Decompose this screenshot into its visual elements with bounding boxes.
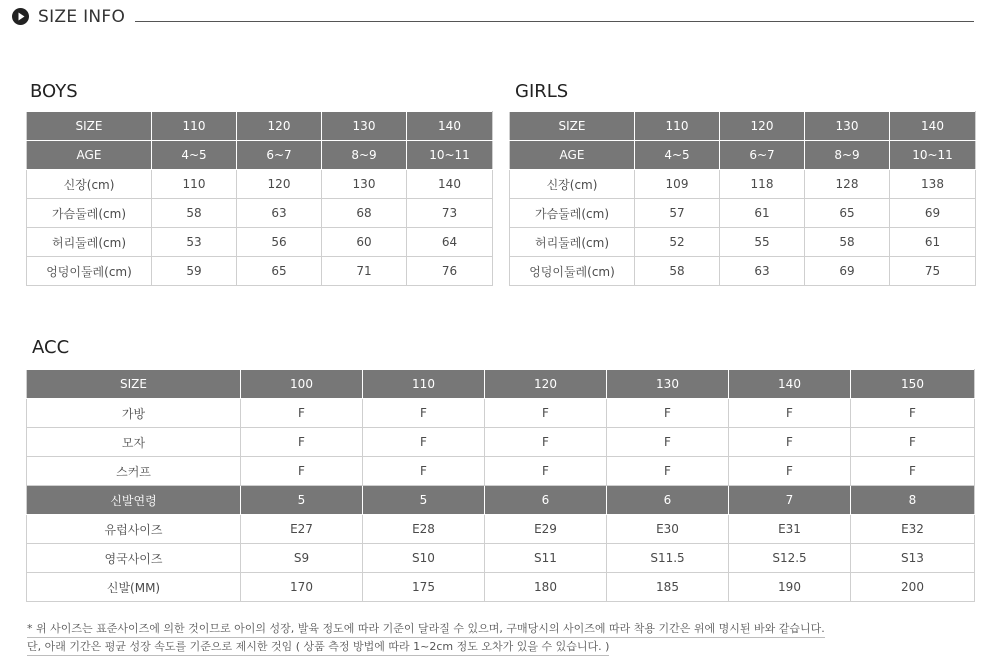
row-label: 허리둘레(cm) (27, 228, 152, 257)
table-cell: S10 (363, 544, 485, 573)
play-circle-icon (12, 8, 29, 25)
row-label: SIZE (510, 112, 635, 141)
table-cell: 128 (805, 170, 890, 199)
table-cell: 6~7 (720, 141, 805, 170)
row-label: 신장(cm) (27, 170, 152, 199)
table-cell: S9 (241, 544, 363, 573)
table-cell: 6 (607, 486, 729, 515)
table-cell: S11.5 (607, 544, 729, 573)
size-note-2: 단, 아래 기간은 평균 성장 속도를 기준으로 제시한 것임 ( 상품 측정 방법에 따라 1~2cm 정도 오차가 있을 수 있습니다. ) (27, 638, 609, 656)
table-cell: 120 (237, 112, 322, 141)
table-row (27, 457, 975, 486)
section-heading: SIZE INFO (38, 7, 126, 27)
table-cell: 110 (152, 170, 237, 199)
table-cell: E30 (607, 515, 729, 544)
table-cell: F (485, 428, 607, 457)
table-cell: F (485, 457, 607, 486)
table-cell: 100 (241, 370, 363, 399)
table-cell: 200 (851, 573, 975, 602)
row-label: 엉덩이둘레(cm) (27, 257, 152, 286)
table-cell: 140 (890, 112, 976, 141)
table-cell: 130 (322, 170, 407, 199)
table-cell: S13 (851, 544, 975, 573)
table-cell: F (729, 399, 851, 428)
girls-title: GIRLS (515, 81, 569, 102)
row-label: AGE (27, 141, 152, 170)
table-cell: 10~11 (890, 141, 976, 170)
table-cell: 120 (237, 170, 322, 199)
table-row (27, 257, 493, 286)
table-cell: F (851, 457, 975, 486)
table-cell: 8~9 (805, 141, 890, 170)
table-row (27, 228, 493, 257)
boys-title: BOYS (30, 81, 78, 102)
table-cell: F (363, 399, 485, 428)
table-cell: 69 (805, 257, 890, 286)
table-cell: 75 (890, 257, 976, 286)
table-cell: F (363, 457, 485, 486)
size-notes (27, 620, 825, 656)
table-cell: 53 (152, 228, 237, 257)
row-label: 신발연령 (27, 486, 241, 515)
size-info-header (12, 6, 974, 28)
table-cell: 5 (363, 486, 485, 515)
table-cell: 7 (729, 486, 851, 515)
table-cell: 65 (805, 199, 890, 228)
row-label: 영국사이즈 (27, 544, 241, 573)
table-cell: 8 (851, 486, 975, 515)
table-cell: 73 (407, 199, 493, 228)
size-note-1: * 위 사이즈는 표준사이즈에 의한 것이므로 아이의 성장, 발육 정도에 따라 기준이 달라질 수 있으며, 구매당시의 사이즈에 따라 착용 기간은 위에 명시된 바와 같습니다. (27, 620, 825, 638)
table-cell: S11 (485, 544, 607, 573)
row-label: 모자 (27, 428, 241, 457)
table-cell: 60 (322, 228, 407, 257)
table-cell: 110 (152, 112, 237, 141)
row-label: SIZE (27, 112, 152, 141)
table-cell: 180 (485, 573, 607, 602)
table-cell: 64 (407, 228, 493, 257)
table-cell: 138 (890, 170, 976, 199)
table-cell: 58 (635, 257, 720, 286)
table-cell: 6 (485, 486, 607, 515)
header-row (27, 370, 975, 399)
table-row (510, 257, 976, 286)
row-label: 스커프 (27, 457, 241, 486)
table-cell: F (851, 428, 975, 457)
table-cell: 130 (607, 370, 729, 399)
table-cell: 175 (363, 573, 485, 602)
table-cell: 109 (635, 170, 720, 199)
table-cell: F (729, 457, 851, 486)
row-label: 신발(MM) (27, 573, 241, 602)
table-row (27, 428, 975, 457)
table-cell: E32 (851, 515, 975, 544)
table-cell: E31 (729, 515, 851, 544)
table-row (510, 199, 976, 228)
table-cell: F (607, 428, 729, 457)
row-label: 가방 (27, 399, 241, 428)
header-divider (135, 21, 974, 22)
header-row (27, 112, 493, 141)
table-cell: 56 (237, 228, 322, 257)
table-cell: 10~11 (407, 141, 493, 170)
table-cell: 68 (322, 199, 407, 228)
table-cell: 65 (237, 257, 322, 286)
table-cell: 8~9 (322, 141, 407, 170)
table-cell: 57 (635, 199, 720, 228)
table-cell: 52 (635, 228, 720, 257)
table-cell: 71 (322, 257, 407, 286)
row-label: 신장(cm) (510, 170, 635, 199)
table-row (27, 170, 493, 199)
table-cell: 58 (152, 199, 237, 228)
table-cell: S12.5 (729, 544, 851, 573)
row-label: 가슴둘레(cm) (27, 199, 152, 228)
table-cell: 110 (635, 112, 720, 141)
table-cell: 58 (805, 228, 890, 257)
boys-size-table (26, 111, 493, 286)
table-cell: F (485, 399, 607, 428)
acc-title: ACC (32, 337, 70, 358)
row-label: 유럽사이즈 (27, 515, 241, 544)
table-cell: 120 (485, 370, 607, 399)
row-label: SIZE (27, 370, 241, 399)
table-cell: 120 (720, 112, 805, 141)
table-cell: 185 (607, 573, 729, 602)
row-label: 엉덩이둘레(cm) (510, 257, 635, 286)
table-cell: F (729, 428, 851, 457)
table-cell: 61 (720, 199, 805, 228)
header-row (27, 141, 493, 170)
table-cell: E27 (241, 515, 363, 544)
table-cell: 4~5 (635, 141, 720, 170)
table-cell: 140 (407, 170, 493, 199)
acc-size-table (26, 369, 975, 602)
header-row (510, 141, 976, 170)
table-cell: 63 (720, 257, 805, 286)
table-cell: 110 (363, 370, 485, 399)
row-label: AGE (510, 141, 635, 170)
table-cell: 76 (407, 257, 493, 286)
table-cell: 69 (890, 199, 976, 228)
row-label: 허리둘레(cm) (510, 228, 635, 257)
table-cell: 130 (322, 112, 407, 141)
table-cell: E28 (363, 515, 485, 544)
table-cell: F (607, 457, 729, 486)
table-row (27, 573, 975, 602)
table-row (27, 399, 975, 428)
row-label: 가슴둘레(cm) (510, 199, 635, 228)
table-cell: F (607, 399, 729, 428)
table-cell: 55 (720, 228, 805, 257)
table-cell: 118 (720, 170, 805, 199)
table-cell: 5 (241, 486, 363, 515)
table-cell: F (363, 428, 485, 457)
table-cell: 170 (241, 573, 363, 602)
table-cell: F (241, 457, 363, 486)
table-cell: 140 (407, 112, 493, 141)
table-cell: 61 (890, 228, 976, 257)
table-row (27, 544, 975, 573)
girls-size-table (509, 111, 976, 286)
table-cell: 190 (729, 573, 851, 602)
table-cell: 63 (237, 199, 322, 228)
table-cell: 59 (152, 257, 237, 286)
table-row (27, 515, 975, 544)
header-row (510, 112, 976, 141)
table-cell: 150 (851, 370, 975, 399)
table-cell: E29 (485, 515, 607, 544)
header-row (27, 486, 975, 515)
table-row (510, 170, 976, 199)
table-cell: 4~5 (152, 141, 237, 170)
table-cell: F (241, 428, 363, 457)
table-cell: F (851, 399, 975, 428)
table-row (510, 228, 976, 257)
table-cell: 6~7 (237, 141, 322, 170)
table-cell: 130 (805, 112, 890, 141)
table-cell: F (241, 399, 363, 428)
table-cell: 140 (729, 370, 851, 399)
table-row (27, 199, 493, 228)
